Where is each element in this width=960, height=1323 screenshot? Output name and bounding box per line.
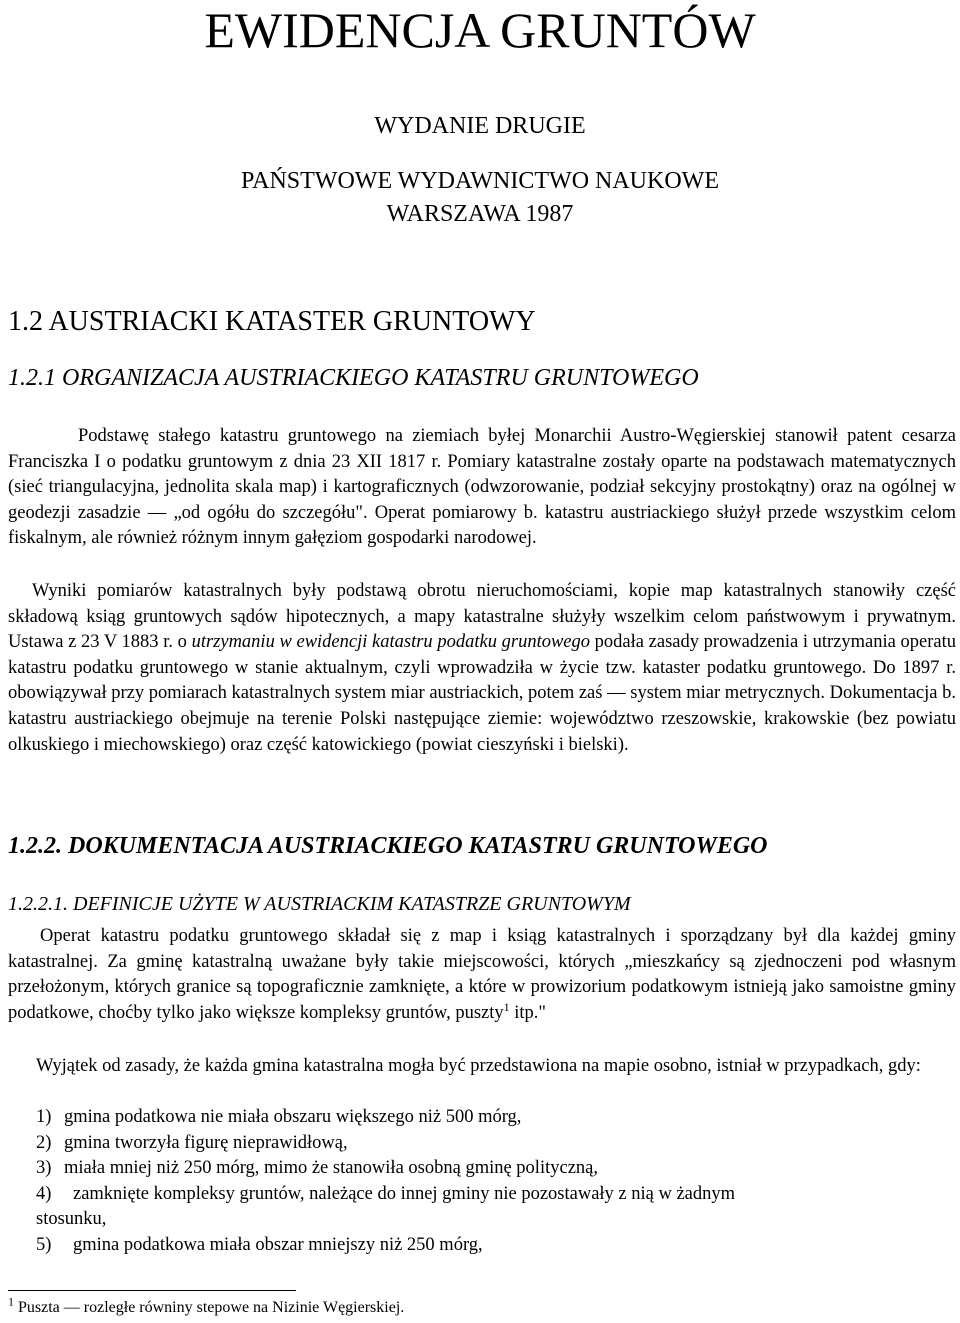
paragraph-4: Wyjątek od zasady, że każda gmina katastralna mogła być przedstawiona na mapie osobno, istniał w przypadkach, gdy: [36,1056,921,1076]
list-item-number: 3) [36,1158,52,1179]
paragraph-1: Podstawę stałego katastru gruntowego na ziemiach byłej Monarchii Austro-Węgierskiej stanowił patent cesarza Franciszka I o podatku gruntowym z dnia 23 XII 1817 r. Pomiary katastralne zostały oparte na podstawach matematycznych (sieć triangulacyjna, jednolita skala map) i kartograficznych (odwzorowanie, podział sekcyjny prostokątny) oraz na ogólnej w geodezji zasadzie — „od ogółu do szczegółu". Operat pomiarowy b. katastru austriackiego służył przede wszystkim celom fiskalnym, ale również różnym innym gałęziom gospodarki narodowej. [8,426,956,549]
paragraph-2-italic-title: utrzymaniu w ewidencji katastru podatku gruntowego [191,632,591,653]
list-item-continuation: stosunku, [36,1209,107,1230]
section-heading-1-2-1: 1.2.1 ORGANIZACJA AUSTRIACKIEGO KATASTRU GRUNTOWEGO [8,365,699,391]
paragraph-3 [8,924,956,1026]
footnote [8,1294,405,1319]
exceptions-list [36,1105,956,1259]
document-title: EWIDENCJA GRUNTÓW [204,2,756,58]
paragraph-2-text-b: podała zasady prowadzenia i utrzymania operatu katastru podatku gruntowego w stanie aktualnym, czyli wprowadziła w życie tzw. kataster podatku gruntowego. Do 1897 r. obowiązywał przy pomiarach katastralnych system miar austriackich, potem zaś — system miar metrycznych. Dokumentacja b. katastru austriackiego obejmuje na terenie Polski następujące ziemie: województwo rzeszowskie, krakowskie (bez powiatu olkuskiego i miechowskiego) oraz część katowickiego (powiat cieszyński i bielski). [8,632,956,755]
place-year-label: WARSZAWA 1987 [386,201,574,227]
list-item-text: gmina tworzyła figurę nieprawidłową, [64,1132,348,1153]
list-item-text: gmina podatkowa nie miała obszaru większego niż 500 mórg, [64,1107,522,1127]
list-item-text: zamknięte kompleksy gruntów, należące do innej gminy nie pozostawały z nią w żadnym [73,1183,736,1204]
list-item-number: 5) [36,1234,52,1255]
list-item [36,1156,956,1182]
footnote-number: 1 [8,1294,14,1309]
footnote-text: Puszta — rozległe równiny stepowe na Nizinie Węgierskiej. [14,1299,405,1316]
list-item-number: 4) [36,1183,52,1204]
footnote-separator [8,1290,296,1291]
section-heading-1-2-2: 1.2.2. DOKUMENTACJA AUSTRIACKIEGO KATASTRU GRUNTOWEGO [8,833,768,859]
footnote-ref: 1 [503,999,510,1014]
section-heading-1-2-2-1: 1.2.2.1. DEFINICJE UŻYTE W AUSTRIACKIM KATASTRZE GRUNTOWYM [8,893,631,915]
list-item [36,1233,956,1259]
list-item [36,1105,956,1131]
publisher-label: PAŃSTWOWE WYDAWNICTWO NAUKOWE [240,168,719,194]
list-item-text: gmina podatkowa miała obszar mniejszy niż 250 mórg, [73,1234,483,1255]
paragraph-3-text-b: itp." [509,1002,546,1023]
list-item [36,1131,956,1157]
list-item-number: 2) [36,1132,52,1153]
paragraph-2 [8,579,956,758]
edition-label: WYDANIE DRUGIE [374,113,586,139]
paragraph-3-text-a: Operat katastru podatku gruntowego składał się z map i ksiąg katastralnych i sporządzany był dla każdej gminy katastralnej. Za gminę katastralną uważane były takie miejscowości, których „mieszkańcy są zjednoczeni pod własnym przełożonym, których granice są topograficznie zamknięte, a które w prowizorium podatkowym istnieją jako samoistne gminy podatkowe, choćby tylko jako większe kompleksy gruntów, puszty [8,926,956,1023]
list-item-text: miała mniej niż 250 mórg, mimo że stanowiła osobną gminę polityczną, [64,1158,598,1179]
list-item-number: 1) [36,1107,52,1127]
paragraph-2-text-a: Wyniki pomiarów katastralnych były podstawą obrotu nieruchomościami, kopie map katastralnych stanowiły część składową ksiąg gruntowych sądów hipotecznych, a mapy katastralne służyły wszelkim celom państwowym i prywatnym. Ustawa z 23 V 1883 r. o [8,581,956,653]
section-heading-1-2: 1.2 AUSTRIACKI KATASTER GRUNTOWY [8,306,536,337]
list-item [36,1182,956,1208]
